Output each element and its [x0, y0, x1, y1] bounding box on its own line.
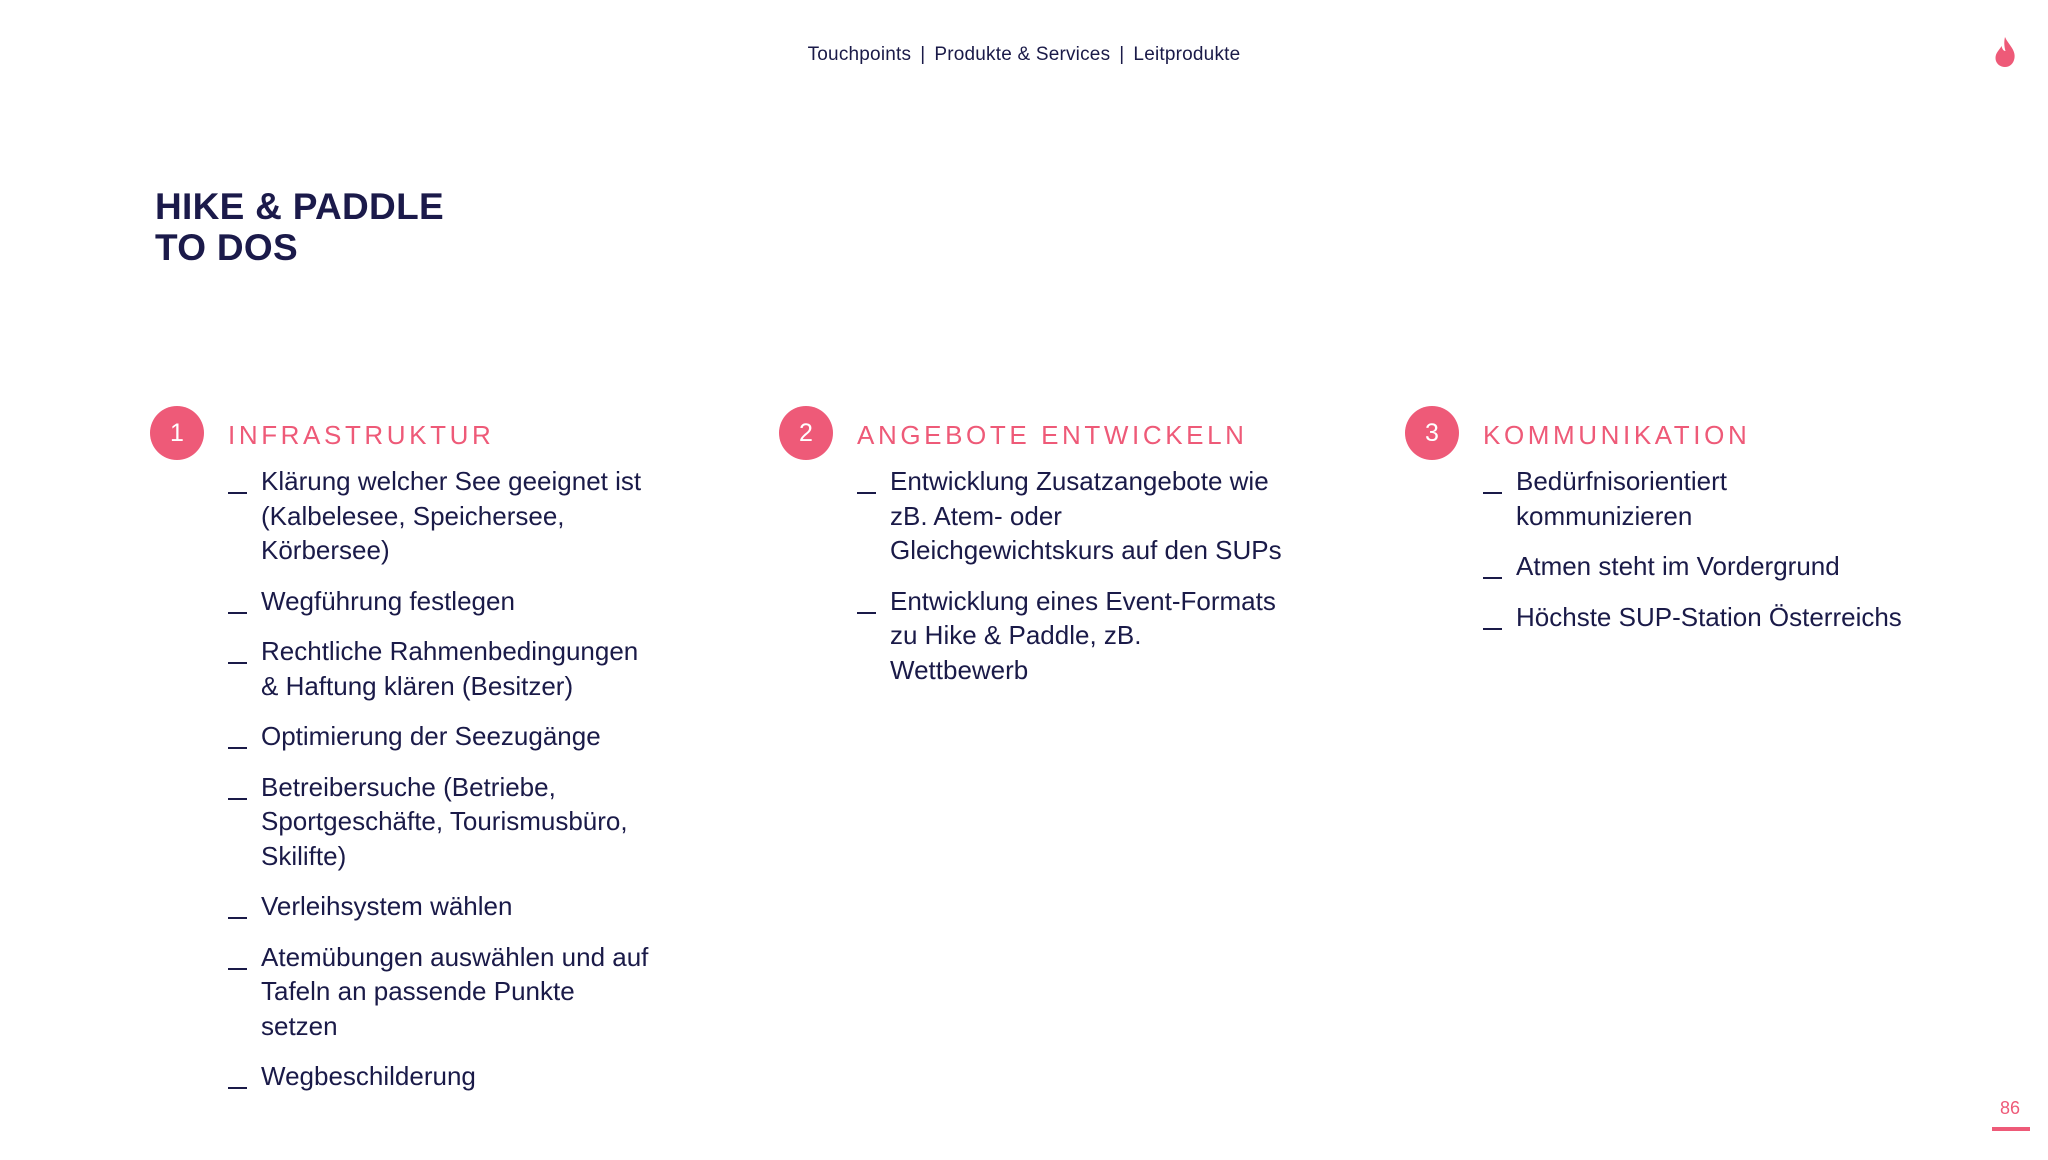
list-item: Wegführung festlegen	[228, 584, 648, 619]
column-heading: KOMMUNIKATION	[1483, 420, 1751, 450]
breadcrumb-item-produkte-services: Produkte & Services	[934, 44, 1111, 65]
dash-bullet-icon	[857, 492, 876, 494]
list-item: Entwicklung eines Event-Formats zu Hike & Paddle, zB. Wettbewerb	[857, 584, 1282, 688]
dash-bullet-icon	[1483, 492, 1502, 494]
todo-list	[857, 464, 1282, 703]
step-number-badge: 3	[1405, 406, 1459, 460]
dash-bullet-icon	[228, 798, 247, 800]
dash-bullet-icon	[1483, 628, 1502, 630]
list-item: Klärung welcher See geeignet ist (Kalbelesee, Speichersee, Körbersee)	[228, 464, 648, 568]
list-item: Wegbeschilderung	[228, 1059, 648, 1094]
list-item: Atmen steht im Vordergrund	[1483, 549, 1902, 584]
column-heading: ANGEBOTE ENTWICKELN	[857, 420, 1248, 450]
dash-bullet-icon	[228, 662, 247, 664]
list-item: Atemübungen auswählen und auf Tafeln an passende Punkte setzen	[228, 940, 648, 1044]
list-item: Optimierung der Seezugänge	[228, 719, 648, 754]
dash-bullet-icon	[228, 1087, 247, 1089]
dash-bullet-icon	[228, 917, 247, 919]
dash-bullet-icon	[228, 968, 247, 970]
page-title-line-1: HIKE & PADDLE	[155, 186, 444, 227]
dash-bullet-icon	[228, 747, 247, 749]
step-number-badge: 2	[779, 406, 833, 460]
dash-bullet-icon	[228, 492, 247, 494]
breadcrumb-separator: |	[1119, 44, 1125, 65]
dash-bullet-icon	[228, 612, 247, 614]
step-number-badge: 1	[150, 406, 204, 460]
page-title-line-2: TO DOS	[155, 227, 298, 268]
list-item: Entwicklung Zusatzangebote wie zB. Atem- oder Gleichgewichtskurs auf den SUPs	[857, 464, 1282, 568]
page-number: 86	[1999, 1098, 2021, 1118]
breadcrumb-separator: |	[920, 44, 926, 65]
breadcrumb-item-leitprodukte: Leitprodukte	[1133, 44, 1241, 65]
breadcrumb-item-touchpoints: Touchpoints	[807, 44, 912, 65]
flame-drop-icon	[1993, 36, 2017, 68]
list-item: Betreibersuche (Betriebe, Sportgeschäfte, Tourismusbüro, Skilifte)	[228, 770, 648, 874]
todo-list	[1483, 464, 1902, 650]
list-item: Rechtliche Rahmenbedingungen & Haftung klären (Besitzer)	[228, 634, 648, 703]
list-item: Höchste SUP-Station Österreichs	[1483, 600, 1902, 635]
list-item: Verleihsystem wählen	[228, 889, 648, 924]
column-heading: INFRASTRUKTUR	[228, 420, 495, 450]
page-title	[155, 186, 444, 268]
dash-bullet-icon	[1483, 577, 1502, 579]
breadcrumb	[0, 44, 2048, 66]
dash-bullet-icon	[857, 612, 876, 614]
list-item: Bedürfnisorientiert kommunizieren	[1483, 464, 1902, 533]
page-number-underline	[1992, 1127, 2030, 1131]
todo-list	[228, 464, 648, 1110]
